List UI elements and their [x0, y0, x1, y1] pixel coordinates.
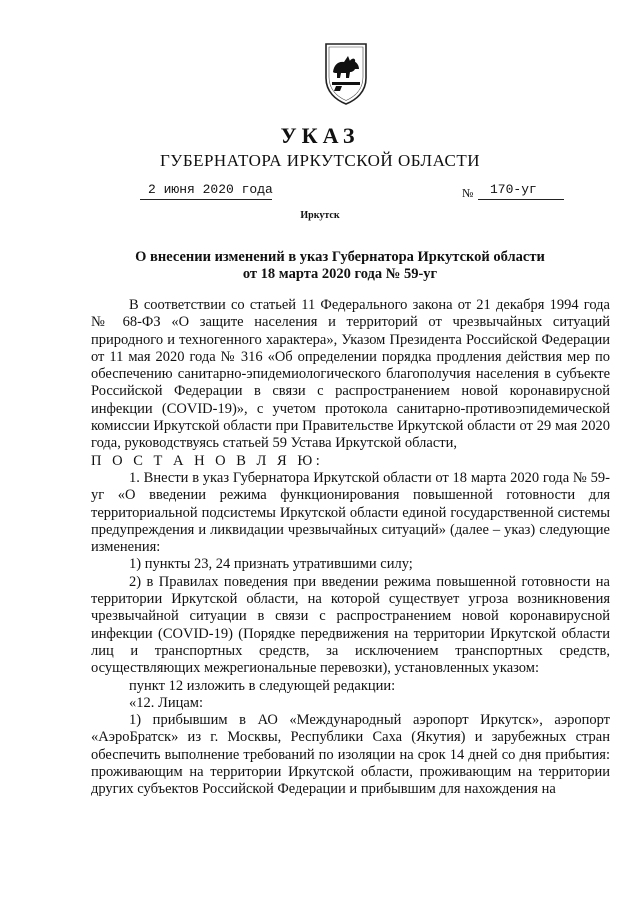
- document-date: 2 июня 2020 года: [148, 182, 273, 197]
- document-body: [91, 297, 610, 799]
- decree-statement: П О С Т А Н О В Л Я Ю:: [91, 452, 324, 469]
- number-sign: №: [462, 186, 474, 200]
- quote-start-paragraph: «12. Лицам:: [129, 694, 203, 711]
- issuing-authority: ГУБЕРНАТОРА ИРКУТСКОЙ ОБЛАСТИ: [159, 151, 481, 170]
- preamble-paragraph: В соответствии со статьей 11 Федерального закона от 21 декабря 1994 года № 68-ФЗ «О защите населения и территорий от чрезвычайных ситуаций природного и техногенного характера», Указом Президента Российской Федерации от 11 мая 2020 года № 316 «Об определении порядка продления действия мер по обеспечению санитарно-эпидемиологического благополучия населения в субъекте Российской Федерации в связи с распространением новой коронавирусной инфекции (COVID-19)», с учетом протокола санитарно-противоэпидемической комиссии Иркутской области при Правительстве Иркутской области от 29 мая 2020 года, руководствуясь статьей 59 Устава Иркутской области,: [91, 297, 610, 452]
- item-p12-paragraph: пункт 12 изложить в следующей редакции:: [129, 677, 396, 694]
- date-underline: [140, 199, 272, 200]
- item-1-2-paragraph: 2) в Правилах поведения при введении режима повышенной готовности на территории Иркутской области, на которой существует угроза возникновения чрезвычайной ситуации в связи с распространением новой коронавирусной инфекции (COVID-19) (Порядке передвижения на территории Иркутской области лиц и транспортных средств, за исключением транспортных средств, осуществляющих межрегиональные перевозки), установленных указом:: [91, 573, 610, 677]
- document-number: 170-уг: [490, 182, 537, 197]
- coat-of-arms-icon: [322, 42, 370, 106]
- document-type: УКАЗ: [280, 123, 360, 148]
- item-1-paragraph: 1. Внести в указ Губернатора Иркутской области от 18 марта 2020 года № 59-уг «О введении режима функционирования повышенной готовности для территориальной подсистемы Иркутской области единой государственной системы предупреждения и ликвидации чрезвычайных ситуаций» (далее – указ) следующие изменения:: [91, 469, 610, 556]
- document-title-line1: О внесении изменений в указ Губернатора Иркутской области: [135, 249, 545, 265]
- quote-1-paragraph: 1) прибывшим в АО «Международный аэропорт Иркутск», аэропорт «АэроБратск» из г. Москвы, Республики Саха (Якутия) и зарубежных стран обеспечить выполнение требований по изоляции на срок 14 дней со дня прибытия: проживающим на территории Иркутской области, проживающим на территории других субъектов Российской Федерации и прибывшим для нахождения на: [91, 712, 610, 798]
- number-underline: [478, 199, 564, 200]
- item-1-1-paragraph: 1) пункты 23, 24 признать утратившими силу;: [129, 556, 413, 573]
- document-title: [120, 249, 560, 283]
- document-city: Иркутск: [300, 210, 340, 221]
- document-title-line2: от 18 марта 2020 года № 59-уг: [242, 266, 438, 282]
